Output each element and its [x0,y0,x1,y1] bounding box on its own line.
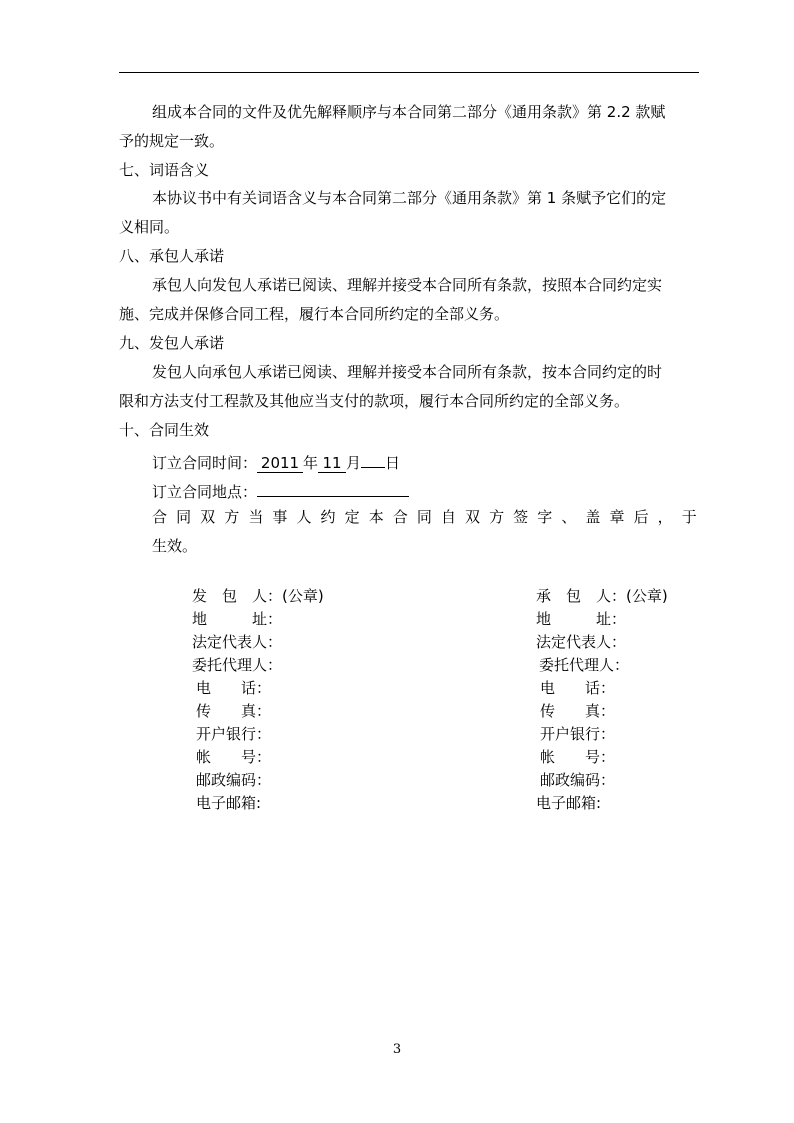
employer-account: 帐 号： [196,748,272,766]
effect-char: 签 [513,508,529,526]
clause-6-line-2: 予的规定一致。 [119,132,225,150]
clause-7-line-1: 本协议书中有关词语含义与本合同第二部分《通用条款》第 1 条赋予它们的定 [152,189,667,207]
month-unit: 月 [346,454,362,472]
effect-char: 于 [681,508,697,526]
effect-char: 约 [320,508,336,526]
clause-6-line-1: 组成本合同的文件及优先解释顺序与本合同第二部分《通用条款》第 2.2 款赋 [152,103,666,121]
effect-char: 方 [489,508,505,526]
page-number: 3 [392,1042,402,1057]
heading-10: 十、合同生效 [119,421,210,439]
day-unit: 日 [385,454,401,472]
sign-time [152,449,400,473]
employer-legal-rep: 法定代表人： [192,633,283,651]
effect-char: 同 [416,508,432,526]
sign-day [361,449,385,468]
contractor-email: 电子邮箱: [536,794,602,812]
effect-char: 合 [392,508,408,526]
effect-char: 、 [561,508,577,526]
clause-7-line-2: 义相同。 [119,218,180,236]
contractor-address: 地 址： [536,610,627,628]
effect-char: 同 [176,508,192,526]
effect-char: 人 [296,508,312,526]
effect-line-1 [152,507,697,527]
heading-7: 七、词语含义 [119,161,210,179]
effect-char: 双 [465,508,481,526]
sign-place-value [257,478,409,497]
employer-bank: 开户银行： [196,725,272,743]
effect-char: 自 [440,508,456,526]
effect-char: 章 [609,508,625,526]
clause-9-line-2: 限和方法支付工程款及其他应当支付的款项，履行本合同所约定的全部义务。 [119,392,630,410]
effect-char: 双 [200,508,216,526]
contractor-phone: 电 话： [540,679,616,697]
heading-8: 八、承包人承诺 [119,247,225,265]
effect-char: 字 [537,508,553,526]
effect-char: 事 [272,508,288,526]
contractor-agent: 委托代理人： [539,656,630,674]
effect-char: 方 [224,508,240,526]
employer-phone: 电 话： [196,679,272,697]
effect-char: 本 [368,508,384,526]
contractor-bank: 开户银行： [540,725,616,743]
sign-place [152,478,409,502]
contractor-legal-rep: 法定代表人： [536,633,627,651]
year-unit: 年 [303,454,319,472]
sign-year: 2011 [257,454,303,473]
effect-char: 当 [248,508,264,526]
clause-9-line-1: 发包人向承包人承诺已阅读、理解并接受本合同所有条款，按本合同约定的时 [152,363,663,381]
employer-name: 发 包 人：(公章) [192,587,324,605]
effect-char: 后 [633,508,649,526]
header-rule [119,72,699,73]
sign-month: 11 [318,454,346,473]
contractor-fax: 传 真： [540,702,616,720]
employer-fax: 传 真： [196,702,272,720]
employer-address: 地 址： [192,610,283,628]
effect-char: 合 [152,508,168,526]
effect-line-2: 生效。 [152,537,198,555]
employer-postcode: 邮政编码： [196,771,272,789]
effect-char: 盖 [585,508,601,526]
contractor-account: 帐 号： [540,748,616,766]
contractor-postcode: 邮政编码： [540,771,616,789]
effect-char: ， [657,508,673,526]
clause-8-line-2: 施、完成并保修合同工程，履行本合同所约定的全部义务。 [119,305,510,323]
employer-agent: 委托代理人： [192,656,283,674]
clause-8-line-1: 承包人向发包人承诺已阅读、理解并接受本合同所有条款，按照本合同约定实 [152,276,663,294]
effect-char: 定 [344,508,360,526]
sign-place-label: 订立合同地点： [152,483,258,501]
effect-text [152,507,697,527]
contractor-name: 承 包 人：(公章) [536,587,668,605]
employer-email: 电子邮箱: [196,794,262,812]
sign-time-label: 订立合同时间： [152,454,258,472]
heading-9: 九、发包人承诺 [119,334,225,352]
